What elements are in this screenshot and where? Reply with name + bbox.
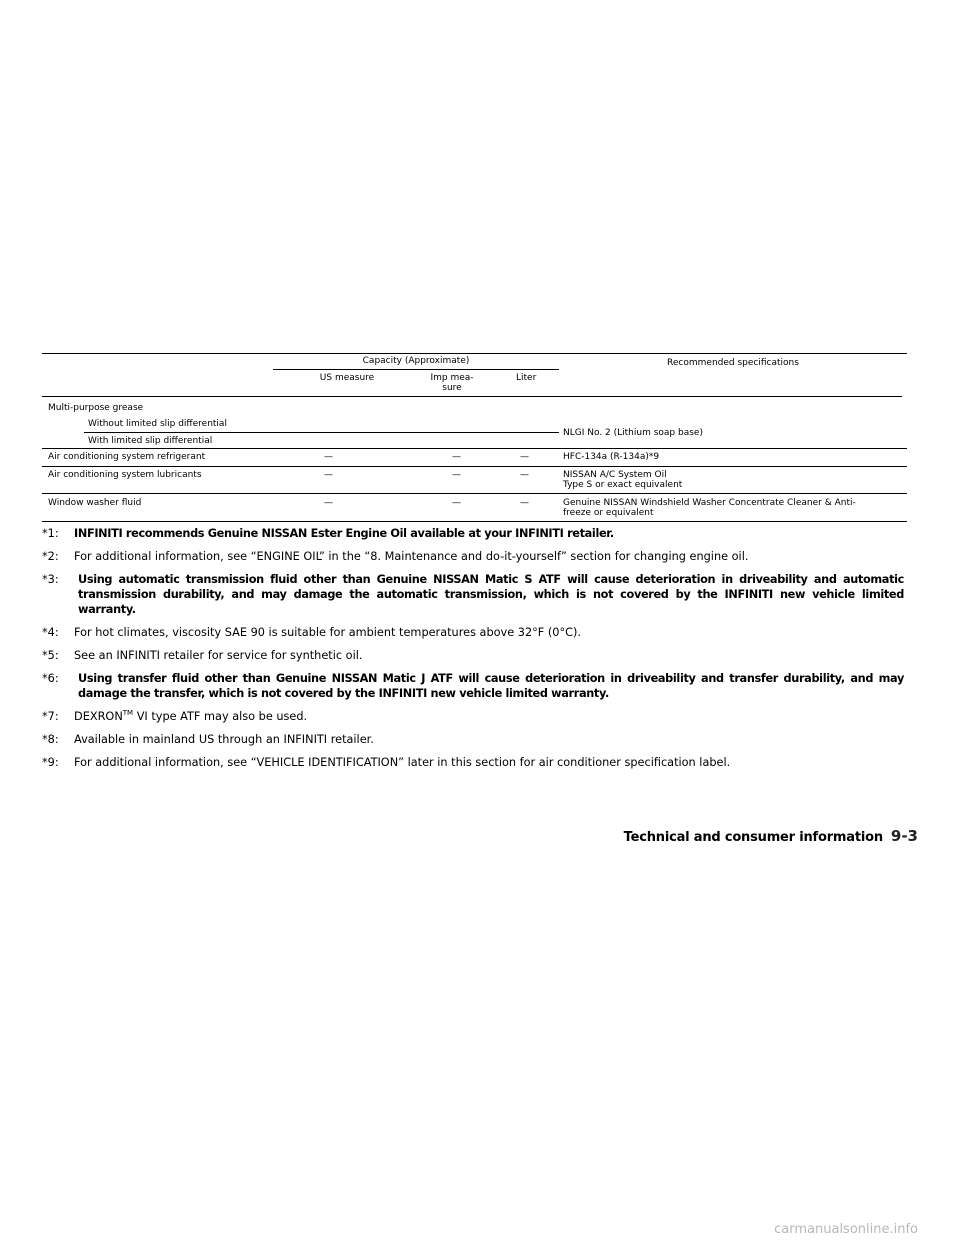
footnote-9-text: For additional information, see “VEHICLE IDENTIFICATION” later in this section for air conditioner specification label. — [74, 756, 731, 769]
footnote-3-text: Using automatic transmission fluid other than Genuine NISSAN Matic S ATF will cause deterioration in driveability and automatic transmission durability, and may damage the automatic transmission, which is not covered by the INFINITI new vehicle limited warranty. — [78, 573, 904, 616]
imp-measure-header-line1: Imp mea- — [430, 373, 474, 383]
footnote-7 — [42, 709, 904, 724]
lubricants-label: Air conditioning system lubricants — [48, 470, 202, 480]
footnote-3-mark: *3: — [42, 573, 59, 586]
grease-without-lsd: Without limited slip differential — [88, 419, 227, 429]
lubricants-us: — — [324, 470, 333, 480]
footnote-7-text: VI type ATF may also be used. — [133, 710, 308, 723]
grease-sub-rule — [84, 432, 559, 433]
footnote-5-text: See an INFINITI retailer for service for synthetic oil. — [74, 649, 363, 662]
footnote-6 — [42, 671, 904, 701]
footnote-3 — [42, 572, 904, 617]
liter-header: Liter — [516, 373, 537, 383]
footnote-2-text: For additional information, see “ENGINE OIL” in the “8. Maintenance and do-it-yourself” section for changing engine oil. — [74, 550, 749, 563]
refrigerant-label: Air conditioning system refrigerant — [48, 452, 206, 462]
washer-spec-line2: freeze or equivalent — [563, 508, 654, 518]
washer-label: Window washer fluid — [48, 498, 142, 508]
recommended-header: Recommended specifications — [667, 358, 799, 368]
lubricants-spec-line2: Type S or exact equivalent — [563, 480, 683, 490]
footnote-4 — [42, 625, 904, 640]
footnote-4-text: For hot climates, viscosity SAE 90 is suitable for ambient temperatures above 32°F (0°C). — [74, 626, 582, 639]
lubricants-liter: — — [520, 470, 529, 480]
footnote-9-mark: *9: — [42, 756, 59, 769]
page-number: 9-3 — [890, 827, 918, 845]
footer-section-title: Technical and consumer information — [623, 830, 883, 845]
footnote-5-mark: *5: — [42, 649, 59, 662]
footnote-6-text: Using transfer fluid other than Genuine NISSAN Matic J ATF will cause deterioration in driveability and transfer durability, and may damage the transfer, which is not covered by the INFINITI new vehicle limited warranty. — [78, 672, 904, 700]
washer-liter: — — [520, 498, 529, 508]
footnotes — [42, 526, 904, 778]
footnote-2-mark: *2: — [42, 550, 59, 563]
refrigerant-us: — — [324, 452, 333, 462]
footnote-4-mark: *4: — [42, 626, 59, 639]
table-bottom-rule — [42, 521, 907, 522]
footnote-1-mark: *1: — [42, 527, 59, 540]
washer-imp: — — [452, 498, 461, 508]
table-top-rule — [42, 353, 907, 354]
header-bottom-rule — [42, 396, 902, 397]
footnote-7-mark: *7: — [42, 710, 59, 723]
footnote-5 — [42, 648, 904, 663]
grease-bottom-rule — [42, 448, 907, 449]
refrigerant-spec: HFC-134a (R-134a)*9 — [563, 452, 660, 462]
grease-with-lsd: With limited slip differential — [88, 436, 213, 446]
imp-measure-header-line2: sure — [442, 383, 462, 393]
capacity-header-rule — [273, 369, 559, 370]
refrigerant-bottom-rule — [42, 466, 907, 467]
footnote-8 — [42, 732, 904, 747]
washer-spec-line1: Genuine NISSAN Windshield Washer Concentrate Cleaner & Anti- — [563, 498, 856, 508]
footnote-9 — [42, 755, 904, 770]
page-footer — [624, 826, 918, 845]
trademark-symbol: TM — [122, 709, 134, 717]
footnote-7-dexron: DEXRON — [74, 710, 123, 723]
footnote-1-text: INFINITI recommends Genuine NISSAN Ester Engine Oil available at your INFINITI retailer. — [74, 527, 614, 540]
footnote-8-mark: *8: — [42, 733, 59, 746]
washer-us: — — [324, 498, 333, 508]
footnote-2 — [42, 549, 904, 564]
footnote-8-text: Available in mainland US through an INFINITI retailer. — [74, 733, 374, 746]
lubricants-imp: — — [452, 470, 461, 480]
grease-spec: NLGI No. 2 (Lithium soap base) — [563, 428, 703, 438]
lubricants-bottom-rule — [42, 493, 907, 494]
lubricants-spec-line1: NISSAN A/C System Oil — [563, 470, 667, 480]
capacity-header: Capacity (Approximate) — [362, 356, 470, 366]
footnote-1 — [42, 526, 904, 541]
us-measure-header: US measure — [319, 373, 375, 383]
grease-label: Multi-purpose grease — [48, 403, 144, 413]
refrigerant-imp: — — [452, 452, 461, 462]
footnote-6-mark: *6: — [42, 672, 59, 685]
watermark: carmanualsonline.info — [774, 1222, 918, 1237]
refrigerant-liter: — — [520, 452, 529, 462]
